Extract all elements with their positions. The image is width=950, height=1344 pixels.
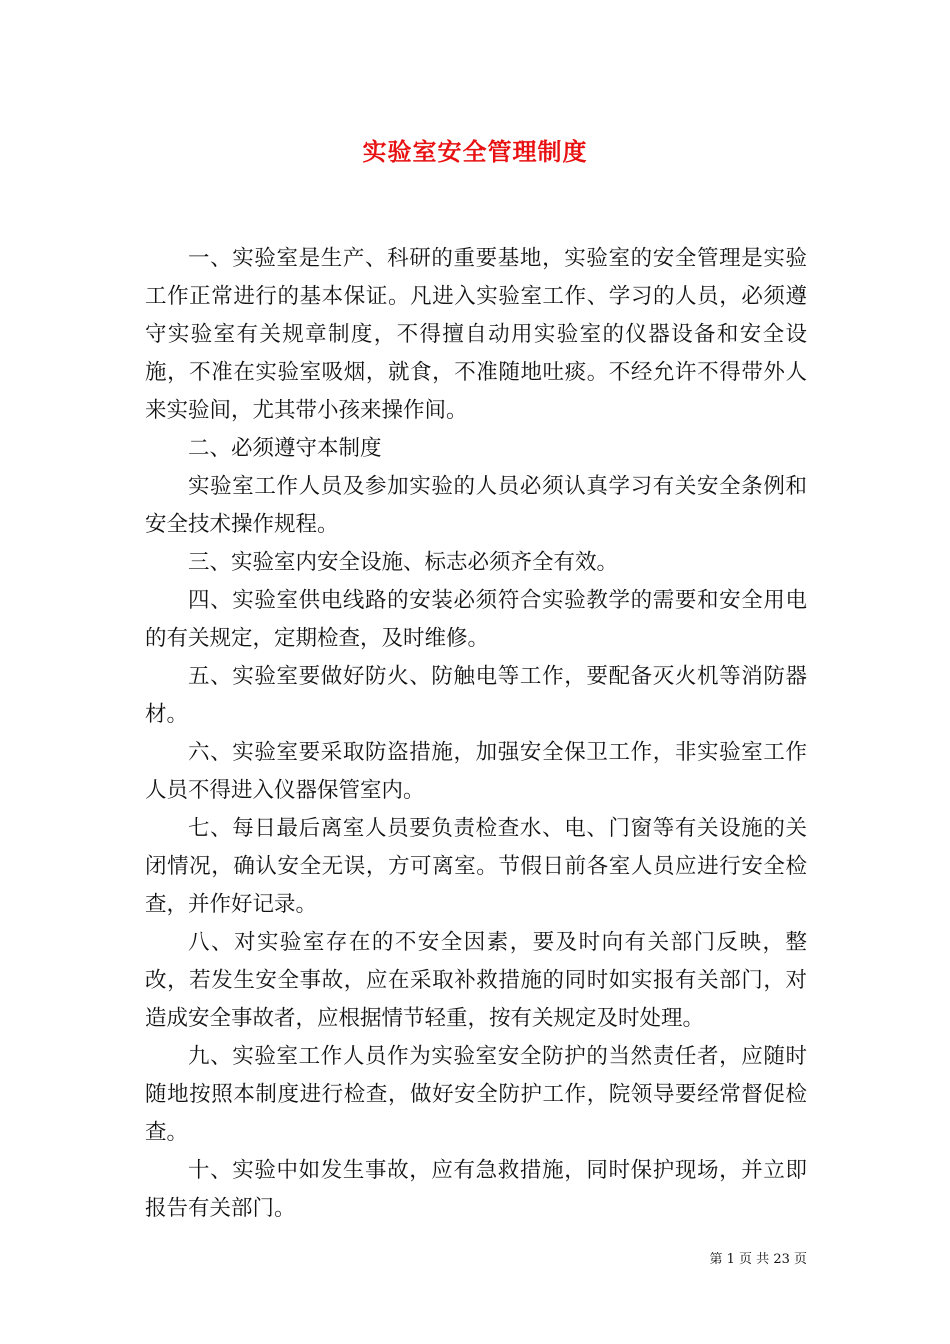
- page-number-footer: 第 1 页 共 23 页: [709, 1252, 807, 1267]
- paragraph-3: 实验室工作人员及参加实验的人员必须认真学习有关安全条例和安全技术操作规程。: [145, 474, 807, 537]
- paragraph-11: 十、实验中如发生事故，应有急救措施，同时保护现场，并立即报告有关部门。: [145, 1158, 807, 1221]
- paragraph-2: 二、必须遵守本制度: [188, 436, 382, 461]
- paragraph-7: 六、实验室要采取防盗措施，加强安全保卫工作，非实验室工作人员不得进入仪器保管室内。: [145, 740, 807, 803]
- paragraph-5: 四、实验室供电线路的安装必须符合实验教学的需要和安全用电的有关规定，定期检查，及时维修。: [145, 588, 807, 651]
- paragraph-10: 九、实验室工作人员作为实验室安全防护的当然责任者，应随时随地按照本制度进行检查，做好安全防护工作，院领导要经常督促检查。: [145, 1044, 807, 1145]
- paragraph-1: 一、实验室是生产、科研的重要基地，实验室的安全管理是实验工作正常进行的基本保证。凡进入实验室工作、学习的人员，必须遵守实验室有关规章制度，不得擅自动用实验室的仪器设备和安全设施，不准在实验室吸烟，就食，不准随地吐痰。不经允许不得带外人来实验间，尤其带小孩来操作间。: [145, 246, 807, 423]
- paragraph-8: 七、每日最后离室人员要负责检查水、电、门窗等有关设施的关闭情况，确认安全无误，方可离室。节假日前各室人员应进行安全检查，并作好记录。: [145, 816, 807, 917]
- paragraph-9: 八、对实验室存在的不安全因素，要及时向有关部门反映，整改，若发生安全事故，应在采取补救措施的同时如实报有关部门，对造成安全事故者，应根据情节轻重，按有关规定及时处理。: [145, 930, 807, 1031]
- paragraph-6: 五、实验室要做好防火、防触电等工作，要配备灭火机等消防器材。: [145, 664, 807, 727]
- paragraph-4: 三、实验室内安全设施、标志必须齐全有效。: [188, 550, 619, 575]
- document-title: 实验室安全管理制度: [362, 137, 588, 166]
- document-body: [145, 240, 807, 1228]
